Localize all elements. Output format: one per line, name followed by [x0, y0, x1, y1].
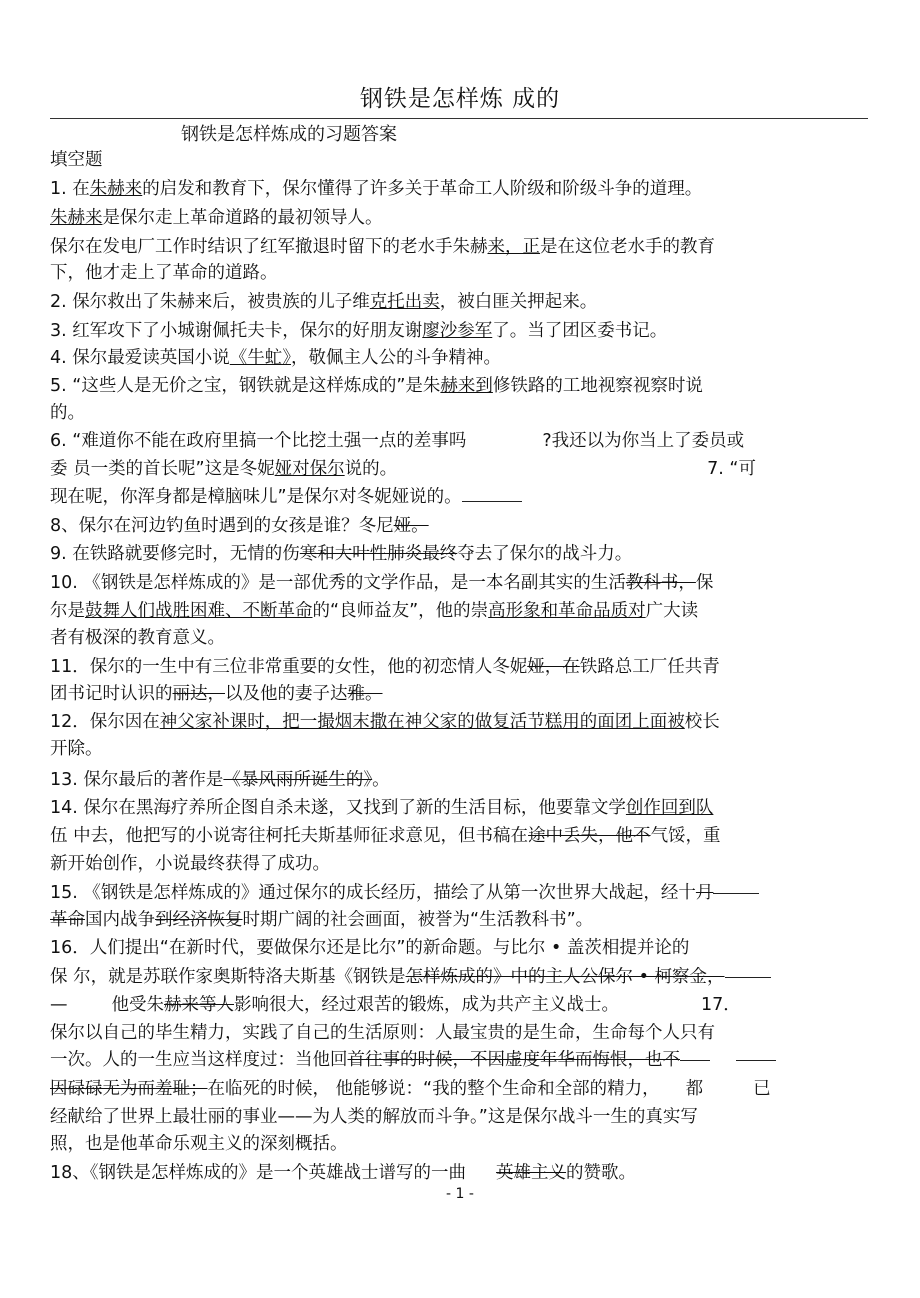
answer-line-30: — 他受朱赫来等人影响很大，经过艰苦的锻炼，成为共产主义战士。 17． — [50, 995, 741, 1015]
answer-line-11: 委 员一类的首长呢”这是冬妮娅对保尔说的。 7. “可 — [50, 459, 756, 479]
answer-text: 赫来等人 — [164, 995, 234, 1015]
answer-line-16: 尔是鼓舞人们战胜困难、不断革命的“良师益友”，他的崇高形象和革命品质对广大读 — [50, 601, 699, 621]
answer-text: 赫来到 — [440, 376, 493, 396]
answer-line-35: 照，也是他革命乐观主义的深刻概括。 — [50, 1134, 348, 1154]
answer-line-3: 保尔在发电厂工作时结识了红军撤退时留下的老水手朱赫来，正是在这位老水手的教育 — [50, 237, 715, 257]
answer-text: 寒和大叶性肺炎最终 — [299, 544, 458, 564]
answer-line-9: 的。 — [50, 403, 85, 423]
answer-line-17: 者有极深的教育意义。 — [50, 628, 225, 648]
title-rule — [50, 118, 868, 119]
answer-line-5: 2. 保尔救出了朱赫来后，被贵族的儿子维克托出卖，被白匪关押起来。 — [50, 292, 598, 312]
answer-line-31: 保尔以自己的毕生精力，实践了自己的生活原则：人最宝贵的是生命，生命每个人只有 — [50, 1023, 715, 1043]
subtitle: 钢铁是怎样炼成的习题答案 — [181, 124, 397, 145]
answer-text: 《暴风雨所诞生的》 — [223, 770, 373, 790]
answer-text: 雅。 — [347, 684, 383, 704]
answer-line-28: 16．人们提出“在新时代，要做保尔还是比尔”的新命题。与比尔 • 盖茨相提并论的 — [50, 938, 690, 958]
answer-line-1: 1. 在朱赫来的启发和教育下，保尔懂得了许多关于革命工人阶级和阶级斗争的道理。 — [50, 179, 703, 199]
strike-dash — [725, 977, 771, 978]
answer-text: 鼓舞人们战胜困难、不断革命 — [85, 601, 313, 621]
answer-line-14: 9. 在铁路就要修完时，无情的伤寒和大叶性肺炎最终夺去了保尔的战斗力。 — [50, 544, 633, 564]
answer-line-29: 保 尔，就是苏联作家奥斯特洛夫斯基《钢铁是怎样炼成的》中的主人公保尔 • 柯察金， — [50, 964, 771, 990]
answer-text: 朱赫来 — [89, 179, 143, 199]
answer-text: 首往事的时候，不因虚度年华而悔恨，也不 — [347, 1050, 680, 1070]
answer-line-4: 下，他才走上了革命的道路。 — [50, 263, 278, 283]
answer-text: 廖沙参军 — [422, 321, 493, 341]
answer-text: 教科书， — [625, 573, 696, 593]
answer-line-18: 11．保尔的一生中有三位非常重要的女性，他的初恋情人冬妮娅，在铁路总工厂任共青 — [50, 657, 720, 677]
answer-line-33: 因碌碌无为而羞耻；在临死的时候， 他能够说：“我的整个生命和全部的精力， 都 已 — [50, 1079, 771, 1099]
answer-text: 丽达， — [172, 684, 225, 704]
answer-line-13: 8、保尔在河边钓鱼时遇到的女孩是谁？冬尼娅。 — [50, 516, 429, 536]
answer-text: 神父家补课时，把一撮烟末撒在神父家的做复活节糕用的面团上面被 — [159, 712, 685, 732]
answer-text: 克托出卖 — [369, 292, 440, 312]
answer-text: 月 — [695, 883, 714, 903]
answer-text: 娅对保尔 — [274, 459, 345, 479]
strike-dash — [713, 893, 759, 894]
answer-text: 途中丢失，他不 — [528, 826, 651, 846]
answer-line-23: 14. 保尔在黑海疗养所企图自杀未遂，又找到了新的生活目标，他要靠文学创作回到队 — [50, 798, 714, 818]
blank-underline — [462, 485, 522, 502]
answer-line-26: 15. 《钢铁是怎样炼成的》通过保尔的成长经历，描绘了从第一次世界大战起，经十月 — [50, 880, 759, 906]
answer-text: 《牛虻》 — [229, 348, 292, 368]
answer-line-27: 革命国内战争到经济恢复时期广阔的社会画面，被誉为“生活教科书”。 — [50, 910, 594, 930]
answer-line-34: 经献给了世界上最壮丽的事业——为人类的解放而斗争。”这是保尔战斗一生的真实写 — [50, 1107, 698, 1127]
answer-line-2: 朱赫来是保尔走上革命道路的最初领导人。 — [50, 208, 383, 228]
strike-dash — [680, 1060, 710, 1061]
answer-line-22: 13. 保尔最后的著作是《暴风雨所诞生的》。 — [50, 770, 390, 790]
answer-text: 革命 — [50, 910, 85, 930]
answer-line-19: 团书记时认识的丽达，以及他的妻子达雅。 — [50, 684, 383, 704]
answer-line-21: 开除。 — [50, 739, 103, 759]
answer-line-32: 一次。人的一生应当这样度过：当他回首往事的时候，不因虚度年华而悔恨，也不 — [50, 1047, 776, 1073]
answer-text: 娅，在 — [527, 657, 580, 677]
answer-line-36: 18、《钢铁是怎样炼成的》是一个英雄战士谱写的一曲 英雄主义的赞歌。 — [50, 1163, 637, 1183]
page-title: 钢铁是怎样炼 成的 — [359, 86, 561, 112]
answer-line-24: 伍 中去，他把写的小说寄往柯托夫斯基师征求意见，但书稿在途中丢失，他不气馁，重 — [50, 826, 721, 846]
answer-text: 到经济恢复 — [155, 910, 243, 930]
answer-text: 怎样炼成的》中的主人公保尔 • 柯察金， — [405, 967, 725, 987]
answer-line-8: 5. “这些人是无价之宝，钢铁就是这样炼成的”是朱赫来到修铁路的工地视察视察时说 — [50, 376, 703, 396]
answer-line-7: 4. 保尔最爱读英国小说《牛虻》，敬佩主人公的斗争精神。 — [50, 348, 502, 368]
answer-line-12: 现在呢，你浑身都是樟脑味儿”是保尔对冬妮娅说的。 — [50, 484, 522, 510]
answer-text: 高形象和革命品质对 — [488, 601, 646, 621]
answer-line-20: 12．保尔因在神父家补课时，把一撮烟末撒在神父家的做复活节糕用的面团上面被校长 — [50, 712, 720, 732]
answer-line-10: 6. “难道你不能在政府里搞一个比挖土强一点的差事吗 ?我还以为你当上了委员或 — [50, 431, 745, 451]
answer-text: 创作回到队 — [625, 798, 714, 818]
answer-text: 来，正 — [487, 237, 540, 257]
answer-text: 英雄主义 — [496, 1163, 567, 1183]
answer-line-15: 10. 《钢铁是怎样炼成的》是一部优秀的文学作品，是一本名副其实的生活教科书，保 — [50, 573, 714, 593]
answer-text: 朱赫来 — [50, 208, 103, 228]
answer-text: 娅。 — [393, 516, 429, 536]
answer-line-25: 新开始创作，小说最终获得了成功。 — [50, 854, 330, 874]
answer-line-6: 3. 红军攻下了小城谢佩托夫卡，保尔的好朋友谢廖沙参军了。当了团区委书记。 — [50, 321, 668, 341]
page-number: - 1 - — [446, 1186, 474, 1202]
section-heading: 填空题 — [50, 150, 103, 170]
answer-text: 因碌碌无为而羞耻； — [50, 1079, 208, 1099]
strike-dash — [736, 1060, 776, 1061]
